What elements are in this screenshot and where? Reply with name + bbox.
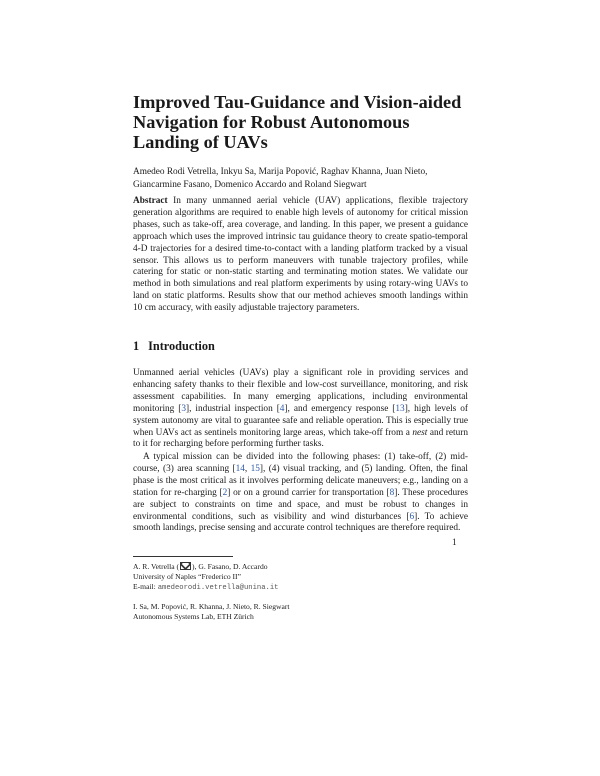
text-run: ] or on a ground carrier for transportation [ [227,487,390,498]
footnote-affiliation-1 [133,562,468,593]
citation-link[interactable]: 13 [395,403,405,414]
email-label: E-mail: [133,582,158,591]
text-run: ], high levels of system autonomy are vital to guarantee safe and reliable operation. This is especially true when UAVs act as sentinels monitoring large areas, which take-off from a [133,403,468,438]
section-title: Introduction [148,339,215,353]
text-run: ]. These procedures are subject to constraints on time and space, and must be robust to changes in environmental conditions, such as visibility and wind disturbances [ [133,487,468,522]
page-number: 1 [452,538,457,548]
emphasis-nest: nest [412,427,428,438]
footnote-affiliation: University of Naples “Frederico II” [133,572,241,581]
footnote-divider [133,556,233,557]
text-run: Unmanned aerial vehicles (UAVs) play a significant role in providing services and enhancing safety thanks to their flexible and low-cost surveillance, monitoring, and risk assessment capabilities. In many emerging applications, including environmental monitoring [ [133,368,468,414]
section-heading [133,339,215,354]
abstract-label: Abstract [133,196,168,206]
citation-link[interactable]: 4 [279,403,285,414]
citation-link[interactable]: 14 [235,463,245,474]
abstract-text: In many unmanned aerial vehicle (UAV) applications, flexible trajectory generation algorithms are required to enable high levels of autonomy for critical mission phases, such as take-off, area coverage, and landing. In this paper, we present a guidance approach which uses the improved intrinsic tau guidance theory to create spatio-temporal 4-D trajectories for a desired time-to-contact with a landing platform tracked by a visual sensor. This allows us to perform maneuvers with tunable trajectory profiles, while catering for static or non-static starting and terminating motion states. We validate our method in both simulations and real platform experiments by using rotary-wing UAVs to land on static platforms. Results show that our method achieves smooth landings within 10 cm accuracy, with easily adjustable trajectory parameters. [133,196,468,314]
section-number: 1 [133,339,140,353]
text-run: A. R. Vetrella ( [133,562,180,571]
text-run: ], industrial inspection [ [186,403,280,414]
email-address[interactable]: amedeorodi.vetrella@unina.it [157,584,279,592]
text-run: ], (4) visual tracking, and (5) landing. Often, the final phase is the most critical as it involves performing delicate maneuvers; e.g., landing on a station for re-charging [ [133,463,468,498]
author-list: Amedeo Rodi Vetrella, Inkyu Sa, Marija Popović, Raghav Khanna, Juan Nieto, Giancarmine Fasano, Domenico Accardo and Roland Siegwart [133,167,428,190]
footnote-affiliation-2 [133,602,468,622]
citation-link[interactable]: 3 [181,403,187,414]
text-run: and return to it for recharging before performing further tasks. [133,427,468,450]
citation-link[interactable]: 6 [409,511,415,522]
text-run: ], and emergency response [ [284,403,396,414]
abstract [133,196,468,315]
footnote-email-line [133,582,468,593]
text-run: , [244,463,251,474]
envelope-icon[interactable] [180,562,191,570]
intro-paragraph-2 [133,452,468,535]
footnote-names: I. Sa, M. Popović, R. Khanna, J. Nieto, R. Siegwart [133,602,290,611]
footnote-affiliation: Autonomous Systems Lab, ETH Zürich [133,612,254,621]
footnote-names [133,562,468,572]
paper-title: Improved Tau-Guidance and Vision-aided Navigation for Robust Autonomous Landing of UAVs [133,92,462,152]
citation-link[interactable]: 2 [222,487,228,498]
text-run: ), G. Fasano, D. Accardo [192,562,268,571]
text-run: ]. To achieve smooth landings, precise sensing and accurate control techniques are therefore required. [133,511,468,534]
intro-paragraph-1 [133,368,468,451]
citation-link[interactable]: 15 [250,463,260,474]
citation-link[interactable]: 8 [389,487,395,498]
text-run: A typical mission can be divided into the following phases: (1) take-off, (2) mid-course, (3) area scanning [ [133,452,468,474]
